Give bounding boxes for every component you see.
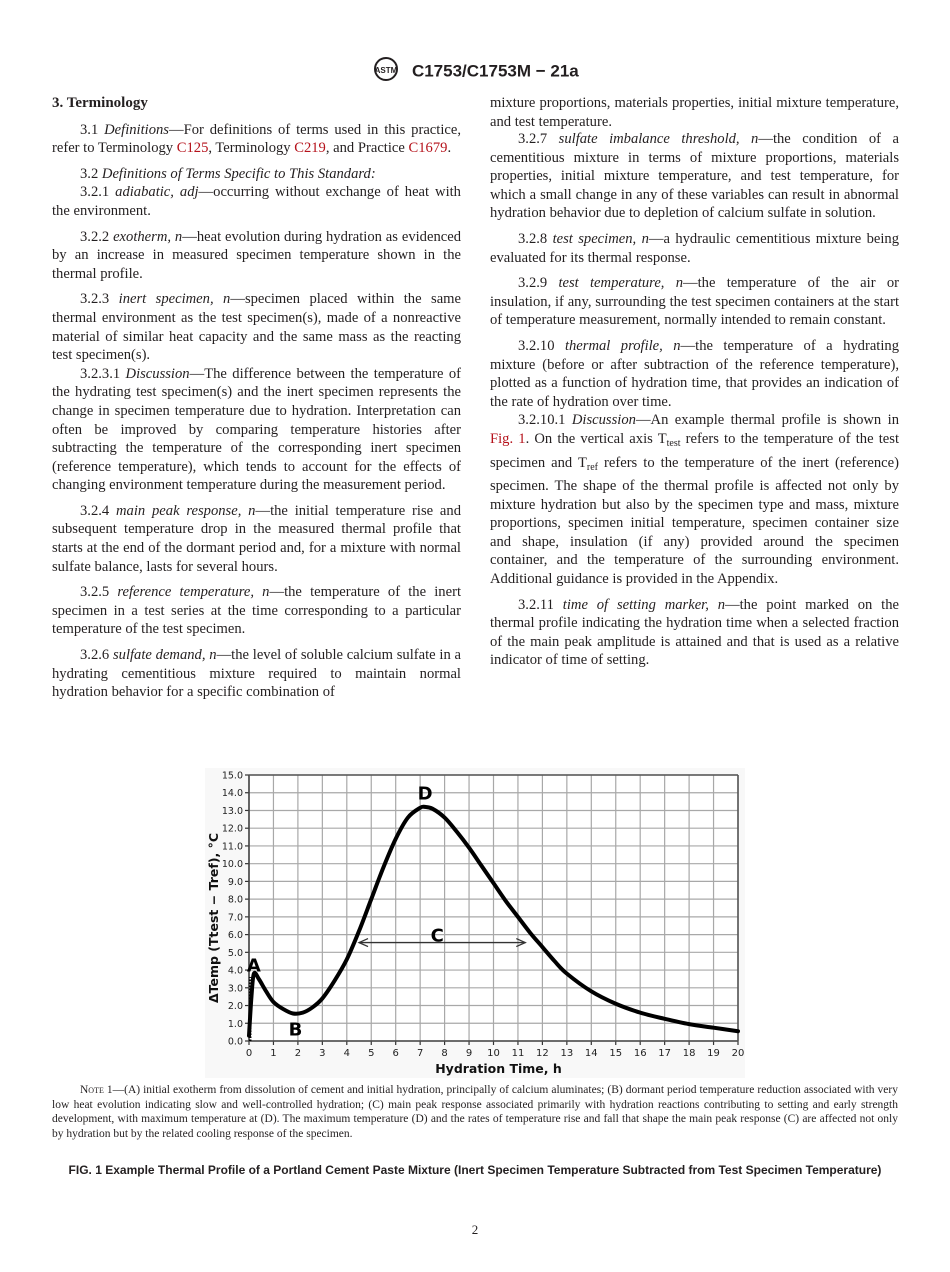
svg-text:8.0: 8.0 <box>227 894 243 906</box>
svg-text:5.0: 5.0 <box>227 947 243 959</box>
svg-text:1.0: 1.0 <box>227 1018 243 1030</box>
svg-text:14.0: 14.0 <box>221 788 243 800</box>
svg-text:8: 8 <box>441 1048 448 1059</box>
note-text: —(A) initial exotherm from dissolution of cement and initial hydration, principally of calcium aluminates; (B) dormant period temperature reduction associated with very low heat evolution indicating slow and well-controlled hydration; (C) main peak response associated primarily with hydration reactions contributing to setting and early strength development, with maximum temperature at (D). The maximum temperature (D) and the rates of temperature rise and fall that shape the main peak response (C) are affected not only by hydration but by the related cooling response of the specimen. <box>52 1084 898 1140</box>
svg-text:4: 4 <box>343 1048 350 1059</box>
page-header <box>0 56 950 87</box>
link-c219[interactable]: C219 <box>294 140 326 157</box>
svg-text:5: 5 <box>368 1048 375 1059</box>
svg-text:ASTM: ASTM <box>374 66 398 75</box>
annotation-b: B <box>288 1019 303 1041</box>
svg-text:11.0: 11.0 <box>221 841 243 853</box>
para-3-2-8: 3.2.8 test specimen, n—a hydraulic cementitious mixture being evaluated for its thermal response. <box>490 230 899 266</box>
note-label: Note 1 <box>80 1084 113 1096</box>
para-3-2: 3.2 Definitions of Terms Specific to This Standard: <box>80 165 376 182</box>
link-fig-1[interactable]: Fig. 1 <box>490 430 526 447</box>
annotation-a: A <box>246 955 261 977</box>
svg-text:1: 1 <box>270 1048 277 1059</box>
para-3-2-5: 3.2.5 reference temperature, n—the temperature of the inert specimen in a test series at the time corresponding to a particular temperature of the test specimen. <box>52 584 461 638</box>
svg-text:3: 3 <box>319 1048 326 1059</box>
annotation-d: D <box>417 783 433 805</box>
para-3-2-10: 3.2.10 thermal profile, n—the temperature of a hydrating mixture (before or after subtraction of the reference temperature), plotted as a function of hydration time, that provides an indication of the rate of hydration over time. <box>490 337 899 410</box>
svg-text:16: 16 <box>633 1048 647 1059</box>
para-3-2-7: 3.2.7 sulfate imbalance threshold, n—the condition of a cementitious mixture in terms of mixture proportions, materials properties, initial mixture temperature, and test temperature, for which a small change in any of these variables can result in abnormal hydration behavior due to depletion of calcium sulfate in solution. <box>490 131 899 222</box>
svg-text:0: 0 <box>245 1048 253 1059</box>
svg-text:12.0: 12.0 <box>221 823 243 835</box>
para-3-2-3-1: 3.2.3.1 Discussion—The difference between the temperature of the hydrating test specimen(s) and the inert specimen represents the change in specimen temperature due to hydration. Interpretation can often be improved by comparing temperature histories after subtracting the temperature of the corresponding inert specimen (reference temperature), which tends to account for the effects of changing environment temperature during the measurement period. <box>52 365 461 494</box>
svg-text:9.0: 9.0 <box>227 876 243 888</box>
svg-text:13: 13 <box>560 1048 574 1059</box>
svg-text:2.0: 2.0 <box>227 1001 243 1013</box>
para-3-2-6-continuation: mixture proportions, materials properties, initial mixture temperature, and test temperature. <box>490 95 899 130</box>
svg-text:14: 14 <box>584 1048 598 1059</box>
right-column-continuation <box>490 94 899 131</box>
left-column <box>52 94 461 709</box>
annotation-c: C <box>430 925 444 947</box>
link-c1679[interactable]: C1679 <box>408 140 448 157</box>
svg-text:18: 18 <box>682 1048 696 1059</box>
para-3-2-10-1: 3.2.10.1 Discussion—An example thermal profile is shown in Fig. 1. On the vertical axis $T_{test}$ refers to the temperature of the test specimen and $T_{ref}$ refers to the temperature of the inert (reference) specimen. The shape of the thermal profile is affected not only by mixture hydration but also by the specimen type and mass, mixture proportions, specimen initial temperature, specimen container size and shape, insulation (if any) provided around the specimen container, and the temperature of the surrounding environment. Additional guidance is provided in the Appendix. <box>490 412 900 588</box>
document-id: C1753/C1753M − 21a <box>411 61 579 81</box>
para-3-1: 3.1 Definitions—For definitions of terms used in this practice, refer to Terminology C125, Terminology C219, and Practice C1679. <box>52 121 461 157</box>
svg-text:15: 15 <box>609 1048 623 1059</box>
svg-text:7.0: 7.0 <box>227 912 243 924</box>
svg-text:15.0: 15.0 <box>221 770 243 782</box>
svg-text:3.0: 3.0 <box>227 983 243 995</box>
svg-text:4.0: 4.0 <box>227 965 243 977</box>
svg-text:0.0: 0.0 <box>227 1036 243 1048</box>
svg-text:17: 17 <box>658 1048 672 1059</box>
svg-text:11: 11 <box>511 1048 525 1059</box>
para-3-2-4: 3.2.4 main peak response, n—the initial temperature rise and subsequent temperature drop in the measured thermal profile that starts at the end of the dormant period and, for a mixture with normal sulfate balance, lasts for several hours. <box>52 502 462 575</box>
para-3-2-2: 3.2.2 exotherm, n—heat evolution during hydration as evidenced by an increase in measured specimen temperature shown in the thermal profile. <box>52 228 461 282</box>
page-number: 2 <box>471 1222 479 1237</box>
figure-note <box>52 1083 898 1141</box>
right-column-content <box>490 130 899 677</box>
para-3-2-9: 3.2.9 test temperature, n—the temperature of the air or insulation, if any, surrounding the test specimen containers at the start of temperature measurement, normally intended to remain constant. <box>490 275 900 329</box>
figure-caption: FIG. 1 Example Thermal Profile of a Portland Cement Paste Mixture (Inert Specimen Temperature Subtracted from Test Specimen Temperature) <box>68 1163 882 1177</box>
svg-text:Hydration Time, h: Hydration Time, h <box>435 1061 562 1076</box>
svg-text:19: 19 <box>707 1048 720 1059</box>
section-title: 3. Terminology <box>52 95 148 111</box>
svg-text:7: 7 <box>416 1048 424 1059</box>
svg-text:9: 9 <box>465 1048 473 1059</box>
svg-text:13.0: 13.0 <box>221 805 243 817</box>
thermal-profile-chart <box>205 768 745 1078</box>
svg-text:6.0: 6.0 <box>227 930 243 942</box>
link-c125[interactable]: C125 <box>176 140 209 157</box>
svg-text:20: 20 <box>731 1048 745 1059</box>
para-3-2-6: 3.2.6 sulfate demand, n—the level of soluble calcium sulfate in a hydrating cementitious mixture required to maintain normal hydration behavior for a specific combination of <box>52 647 461 701</box>
astm-logo-icon <box>371 56 401 87</box>
svg-text:2: 2 <box>294 1048 302 1059</box>
svg-text:6: 6 <box>392 1048 399 1059</box>
svg-text:10.0: 10.0 <box>221 859 243 871</box>
svg-text:12: 12 <box>536 1048 549 1059</box>
para-3-2-1: 3.2.1 adiabatic, adj—occurring without exchange of heat with the environment. <box>52 184 461 219</box>
para-3-2-3: 3.2.3 inert specimen, n—specimen placed within the same thermal environment as the test specimen(s), made of a nonreactive material of similar heat capacity and the same mass as the reacting test specimen(s). <box>52 291 462 364</box>
para-3-2-11: 3.2.11 time of setting marker, n—the point marked on the thermal profile indicating the hydration time when a selected fraction of the main peak amplitude is attained and that is used as a relative indicator of time of setting. <box>490 596 899 669</box>
svg-text:10: 10 <box>487 1048 500 1059</box>
figure-1-chart <box>205 768 745 1078</box>
svg-text:ΔTemp (Ttest − Tref), °C: ΔTemp (Ttest − Tref), °C <box>206 832 221 1004</box>
